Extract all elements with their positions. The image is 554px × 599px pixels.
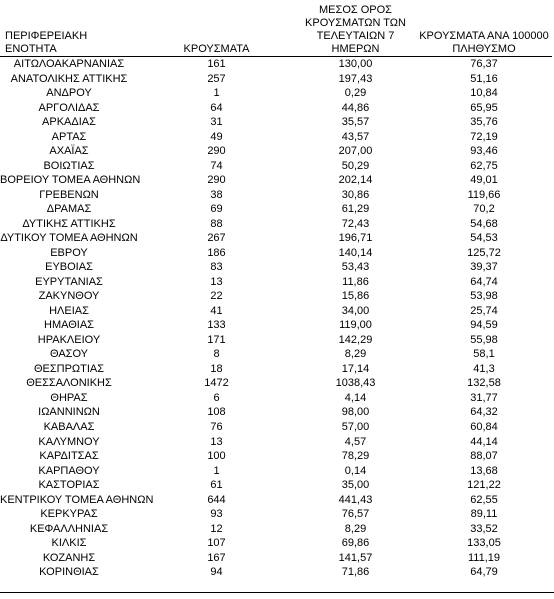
cases-table [0, 4, 552, 580]
cell-cases-per-100k: 53,98 [470, 290, 498, 303]
cell-7day-average: 98,00 [341, 406, 370, 419]
cell-regional-unit: ΗΜΑΘΙΑΣ [44, 319, 94, 332]
cell-7day-average: 141,57 [338, 551, 373, 564]
cell-regional-unit: ΕΥΒΟΙΑΣ [45, 261, 93, 274]
cell-regional-unit: ΚΑΡΠΑΘΟΥ [38, 464, 100, 477]
table-row [0, 289, 552, 304]
cell-7day-average: 43,57 [341, 130, 370, 143]
cell-7day-average: 1038,43 [335, 377, 376, 390]
cell-cases-per-100k: 64,32 [470, 406, 498, 419]
cell-regional-unit: ΑΡΤΑΣ [51, 130, 87, 143]
cell-cases-per-100k: 54,53 [470, 232, 498, 245]
cell-cases-per-100k: 89,11 [470, 508, 498, 521]
cell-cases-per-100k: 33,52 [470, 522, 498, 535]
cell-cases: 31 [210, 116, 223, 129]
cell-cases: 83 [210, 261, 223, 274]
cell-cases-per-100k: 13,68 [470, 464, 498, 477]
cell-regional-unit: ΑΝΔΡΟΥ [46, 87, 92, 100]
cell-cases: 100 [207, 450, 226, 463]
cell-cases-per-100k: 93,46 [470, 145, 498, 158]
cell-cases: 290 [207, 174, 226, 187]
cell-regional-unit: ΘΕΣΠΡΩΤΙΑΣ [33, 362, 105, 375]
cell-regional-unit: ΙΩΑΝΝΙΝΩΝ [38, 406, 100, 419]
cell-cases: 93 [210, 508, 223, 521]
table-row [0, 391, 552, 406]
cell-7day-average: 57,00 [341, 421, 370, 433]
table-header-row [0, 4, 552, 57]
cell-cases: 38 [210, 188, 223, 201]
table-row [0, 492, 552, 507]
cell-7day-average: 35,57 [341, 116, 370, 129]
cell-7day-average: 69,86 [341, 537, 370, 550]
cell-regional-unit: ΚΟΖΑΝΗΣ [42, 551, 96, 564]
cell-7day-average: 53,43 [341, 261, 370, 274]
cell-cases: 186 [207, 246, 226, 259]
cell-regional-unit: ΚΙΛΚΙΣ [51, 537, 87, 550]
cell-regional-unit: ΘΗΡΑΣ [50, 391, 88, 404]
cell-regional-unit: ΑΡΚΑΔΙΑΣ [42, 116, 96, 129]
cell-cases-per-100k: 54,68 [470, 217, 498, 230]
cell-cases: 64 [210, 101, 223, 114]
cell-cases-per-100k: 94,59 [470, 319, 498, 332]
cell-7day-average: 17,14 [341, 362, 370, 375]
table-row [0, 101, 552, 116]
cell-cases-per-100k: 64,74 [470, 275, 498, 288]
table-row [0, 551, 552, 566]
cell-cases-per-100k: 76,37 [470, 58, 498, 71]
cell-7day-average: 35,00 [341, 479, 370, 492]
cell-7day-average: 34,00 [341, 304, 370, 317]
cell-7day-average: 441,43 [338, 493, 373, 506]
cell-cases-per-100k: 58,1 [473, 348, 495, 361]
cell-7day-average: 50,29 [341, 159, 370, 172]
table-row [0, 231, 552, 246]
table-row [0, 115, 552, 130]
cell-cases-per-100k: 10,84 [470, 87, 498, 100]
table-row [0, 405, 552, 420]
table-row [0, 217, 552, 232]
cell-cases-per-100k: 35,76 [470, 116, 498, 129]
cell-regional-unit: ΚΑΛΥΜΝΟΥ [38, 435, 100, 448]
table-row [0, 565, 552, 580]
cell-cases: 94 [210, 566, 223, 579]
table-row [0, 376, 552, 391]
cell-regional-unit: ΚΑΡΔΙΤΣΑΣ [39, 450, 99, 463]
cell-cases: 22 [210, 290, 223, 303]
cell-regional-unit: ΗΛΕΙΑΣ [49, 304, 89, 317]
cell-cases-per-100k: 51,16 [470, 72, 498, 85]
cell-cases: 1 [213, 464, 220, 477]
table-row [0, 463, 552, 478]
table-row [0, 362, 552, 377]
table-row [0, 260, 552, 275]
cell-7day-average: 11,86 [342, 275, 369, 288]
table-row [0, 522, 552, 537]
table-row [0, 188, 552, 203]
cell-cases-per-100k: 25,74 [470, 304, 498, 317]
cell-cases-per-100k: 72,19 [470, 130, 498, 143]
cell-cases: 267 [207, 232, 226, 245]
cell-regional-unit: ΚΕΝΤΡΙΚΟΥ ΤΟΜΕΑ ΑΘΗΝΩΝ [0, 493, 154, 506]
bottom-divider [0, 592, 554, 593]
cell-cases-per-100k: 65,95 [470, 101, 498, 114]
cell-cases: 167 [207, 551, 226, 564]
cell-cases: 76 [210, 421, 223, 433]
cell-7day-average: 8,29 [344, 522, 367, 535]
cell-cases: 13 [210, 435, 223, 448]
cell-cases-per-100k: 49,01 [470, 174, 498, 187]
cell-regional-unit: ΒΟΡΕΙΟΥ ΤΟΜΕΑ ΑΘΗΝΩΝ [0, 174, 141, 187]
cell-7day-average: 78,29 [341, 450, 370, 463]
cell-7day-average: 76,57 [341, 508, 370, 521]
cell-cases-per-100k: 60,84 [470, 421, 498, 433]
table-row [0, 420, 552, 435]
cell-cases: 108 [207, 406, 226, 419]
cell-cases: 74 [210, 159, 223, 172]
cell-cases-per-100k: 132,58 [467, 377, 501, 390]
header-7day-average: ΜΕΣΟΣ ΟΡΟΣ ΚΡΟΥΣΜΑΤΩΝ ΤΩΝ ΤΕΛΕΥΤΑΙΩΝ 7 ΗΜΕΡΩΝ [295, 4, 416, 57]
cell-7day-average: 0,14 [344, 464, 367, 477]
cell-7day-average: 119,00 [339, 319, 372, 332]
table-row [0, 246, 552, 261]
table-row [0, 130, 552, 145]
cell-cases-per-100k: 39,37 [470, 261, 498, 274]
cell-7day-average: 142,29 [338, 333, 373, 346]
header-regional-unit: ΠΕΡΙΦΕΡΕΙΑΚΗ ΕΝΟΤΗΤΑ [0, 4, 138, 57]
table-row [0, 159, 552, 174]
cell-regional-unit: ΑΡΓΟΛΙΔΑΣ [38, 101, 100, 114]
table-body [0, 57, 552, 580]
cell-7day-average: 4,57 [344, 435, 367, 448]
cell-cases-per-100k: 119,66 [467, 188, 501, 201]
cell-cases-per-100k: 62,75 [470, 159, 498, 172]
cell-regional-unit: ΖΑΚΥΝΘΟΥ [38, 290, 100, 303]
header-cases-per-100k: ΚΡΟΥΣΜΑΤΑ ΑΝΑ 100000 ΠΛΗΘΥΣΜΟ [416, 4, 552, 57]
cell-regional-unit: ΔΥΤΙΚΗΣ ΑΤΤΙΚΗΣ [22, 217, 116, 230]
cell-7day-average: 61,29 [341, 203, 370, 216]
cell-cases: 18 [210, 362, 223, 375]
cell-cases: 290 [207, 145, 226, 158]
cell-7day-average: 72,43 [341, 217, 370, 230]
cell-7day-average: 71,86 [341, 566, 370, 579]
cell-regional-unit: ΑΧΑΪΑΣ [49, 145, 89, 158]
cell-regional-unit: ΑΙΤΩΛΟΑΚΑΡΝΑΝΙΑΣ [13, 58, 125, 71]
cell-regional-unit: ΗΡΑΚΛΕΙΟΥ [37, 333, 101, 346]
cell-7day-average: 4,14 [344, 391, 367, 404]
cell-cases-per-100k: 44,14 [470, 435, 498, 448]
cell-7day-average: 196,71 [338, 232, 373, 245]
cell-cases: 61 [210, 479, 223, 492]
cell-regional-unit: ΔΡΑΜΑΣ [46, 203, 92, 216]
cell-cases-per-100k: 62,55 [470, 493, 498, 506]
cell-regional-unit: ΓΡΕΒΕΝΩΝ [39, 188, 99, 201]
cell-regional-unit: ΔΥΤΙΚΟΥ ΤΟΜΕΑ ΑΘΗΝΩΝ [0, 232, 138, 245]
cell-cases-per-100k: 133,05 [467, 537, 501, 550]
cell-cases-per-100k: 125,72 [467, 246, 501, 259]
cell-regional-unit: ΚΟΡΙΝΘΙΑΣ [39, 566, 99, 579]
cell-regional-unit: ΘΕΣΣΑΛΟΝΙΚΗΣ [26, 377, 112, 390]
cell-cases: 8 [213, 348, 220, 361]
table-row [0, 275, 552, 290]
cell-cases-per-100k: 121,22 [467, 479, 501, 492]
cell-regional-unit: ΘΑΣΟΥ [49, 348, 89, 361]
cell-cases-per-100k: 88,07 [470, 450, 498, 463]
cell-7day-average: 197,43 [338, 72, 373, 85]
cell-cases: 171 [207, 333, 226, 346]
cell-cases: 107 [207, 537, 226, 550]
table-row [0, 478, 552, 493]
cell-cases: 12 [210, 522, 223, 535]
cell-cases: 644 [207, 493, 226, 506]
cell-regional-unit: ΚΑΒΑΛΑΣ [43, 421, 95, 433]
table-row [0, 57, 552, 72]
table-row [0, 72, 552, 87]
cell-regional-unit: ΑΝΑΤΟΛΙΚΗΣ ΑΤΤΙΚΗΣ [10, 72, 128, 85]
table-row [0, 318, 552, 333]
cell-cases: 1472 [204, 377, 229, 390]
table-row [0, 449, 552, 464]
cell-7day-average: 15,86 [341, 290, 370, 303]
cell-cases: 49 [210, 130, 223, 143]
cell-cases: 13 [210, 275, 223, 288]
cell-regional-unit: ΕΒΡΟΥ [50, 246, 88, 259]
table-row [0, 434, 552, 449]
cell-regional-unit: ΚΕΡΚΥΡΑΣ [40, 508, 98, 521]
cell-cases: 1 [213, 87, 220, 100]
table-row [0, 86, 552, 101]
table-row [0, 202, 552, 217]
cell-7day-average: 207,00 [338, 145, 373, 158]
cell-cases: 69 [210, 203, 223, 216]
cell-cases: 161 [207, 58, 226, 71]
cell-cases-per-100k: 55,98 [470, 333, 498, 346]
table-row [0, 304, 552, 319]
cell-cases: 257 [207, 72, 226, 85]
cell-cases-per-100k: 64,79 [470, 566, 498, 579]
cell-cases-per-100k: 31,77 [470, 391, 498, 404]
table-row [0, 536, 552, 551]
cell-7day-average: 140,14 [338, 246, 373, 259]
table-row [0, 347, 552, 362]
table-row [0, 173, 552, 188]
table-row [0, 144, 552, 159]
cell-regional-unit: ΒΟΙΩΤΙΑΣ [43, 159, 95, 172]
cell-7day-average: 0,29 [344, 87, 367, 100]
header-cases: ΚΡΟΥΣΜΑΤΑ [138, 4, 295, 57]
cell-cases-per-100k: 111,19 [467, 551, 500, 564]
cell-cases: 6 [213, 391, 220, 404]
table-row [0, 507, 552, 522]
cell-7day-average: 30,86 [341, 188, 370, 201]
cell-7day-average: 8,29 [344, 348, 367, 361]
cell-cases: 41 [210, 304, 223, 317]
cell-7day-average: 202,14 [338, 174, 373, 187]
cell-cases: 88 [210, 217, 223, 230]
cell-regional-unit: ΚΕΦΑΛΛΗΝΙΑΣ [29, 522, 109, 535]
cell-cases-per-100k: 41,3 [473, 362, 495, 375]
cell-regional-unit: ΚΑΣΤΟΡΙΑΣ [38, 479, 100, 492]
table-row [0, 333, 552, 348]
cell-7day-average: 130,00 [338, 58, 373, 71]
cell-cases-per-100k: 70,2 [473, 203, 495, 216]
cell-7day-average: 44,86 [341, 101, 370, 114]
cell-cases: 133 [207, 319, 226, 332]
cell-regional-unit: ΕΥΡΥΤΑΝΙΑΣ [35, 275, 103, 288]
